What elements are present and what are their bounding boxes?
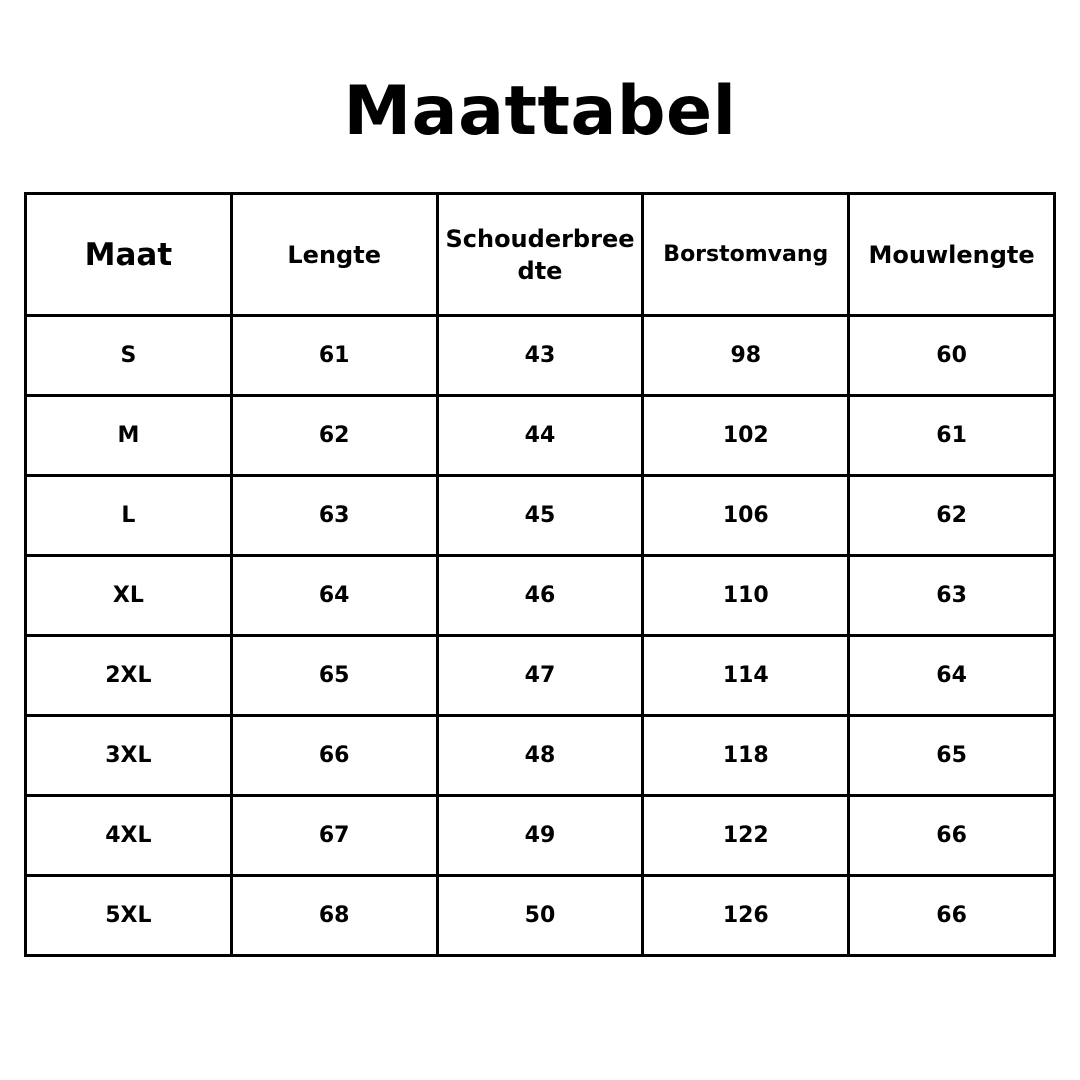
table-cell: L <box>26 476 232 556</box>
table-cell: 46 <box>437 556 643 636</box>
table-cell: 43 <box>437 316 643 396</box>
table-row <box>26 556 1055 636</box>
table-cell: 63 <box>849 556 1055 636</box>
table-cell: 60 <box>849 316 1055 396</box>
table-cell: 102 <box>643 396 849 476</box>
table-row <box>26 876 1055 956</box>
table-cell: 62 <box>231 396 437 476</box>
table-cell: 65 <box>231 636 437 716</box>
table-cell: 48 <box>437 716 643 796</box>
table-cell: 65 <box>849 716 1055 796</box>
page-title: Maattabel <box>343 72 737 151</box>
table-cell: 122 <box>643 796 849 876</box>
table-cell: 106 <box>643 476 849 556</box>
table-row <box>26 716 1055 796</box>
table-cell: 5XL <box>26 876 232 956</box>
table-row <box>26 796 1055 876</box>
table-cell: 118 <box>643 716 849 796</box>
table-cell: 66 <box>849 876 1055 956</box>
table-cell: S <box>26 316 232 396</box>
table-cell: 67 <box>231 796 437 876</box>
table-cell: 50 <box>437 876 643 956</box>
table-cell: 61 <box>849 396 1055 476</box>
table-cell: 64 <box>849 636 1055 716</box>
table-cell: 66 <box>231 716 437 796</box>
table-cell: M <box>26 396 232 476</box>
table-row <box>26 636 1055 716</box>
header-cell-mouwlengte: Mouwlengte <box>849 194 1055 316</box>
table-row <box>26 476 1055 556</box>
table-body <box>26 316 1055 956</box>
header-cell-lengte: Lengte <box>231 194 437 316</box>
header-cell-maat: Maat <box>26 194 232 316</box>
table-cell: 61 <box>231 316 437 396</box>
header-row <box>26 194 1055 316</box>
table-cell: XL <box>26 556 232 636</box>
table-cell: 110 <box>643 556 849 636</box>
table-cell: 4XL <box>26 796 232 876</box>
table-cell: 64 <box>231 556 437 636</box>
table-cell: 66 <box>849 796 1055 876</box>
table-cell: 44 <box>437 396 643 476</box>
table-cell: 49 <box>437 796 643 876</box>
table-cell: 98 <box>643 316 849 396</box>
table-row <box>26 316 1055 396</box>
header-cell-schouderbreedte: Schouderbreedte <box>437 194 643 316</box>
size-table <box>24 192 1056 957</box>
header-cell-borstomvang: Borstomvang <box>643 194 849 316</box>
table-cell: 114 <box>643 636 849 716</box>
table-row <box>26 396 1055 476</box>
table-cell: 126 <box>643 876 849 956</box>
table-cell: 2XL <box>26 636 232 716</box>
table-cell: 68 <box>231 876 437 956</box>
table-cell: 47 <box>437 636 643 716</box>
table-cell: 45 <box>437 476 643 556</box>
table-cell: 62 <box>849 476 1055 556</box>
table-cell: 63 <box>231 476 437 556</box>
table-cell: 3XL <box>26 716 232 796</box>
